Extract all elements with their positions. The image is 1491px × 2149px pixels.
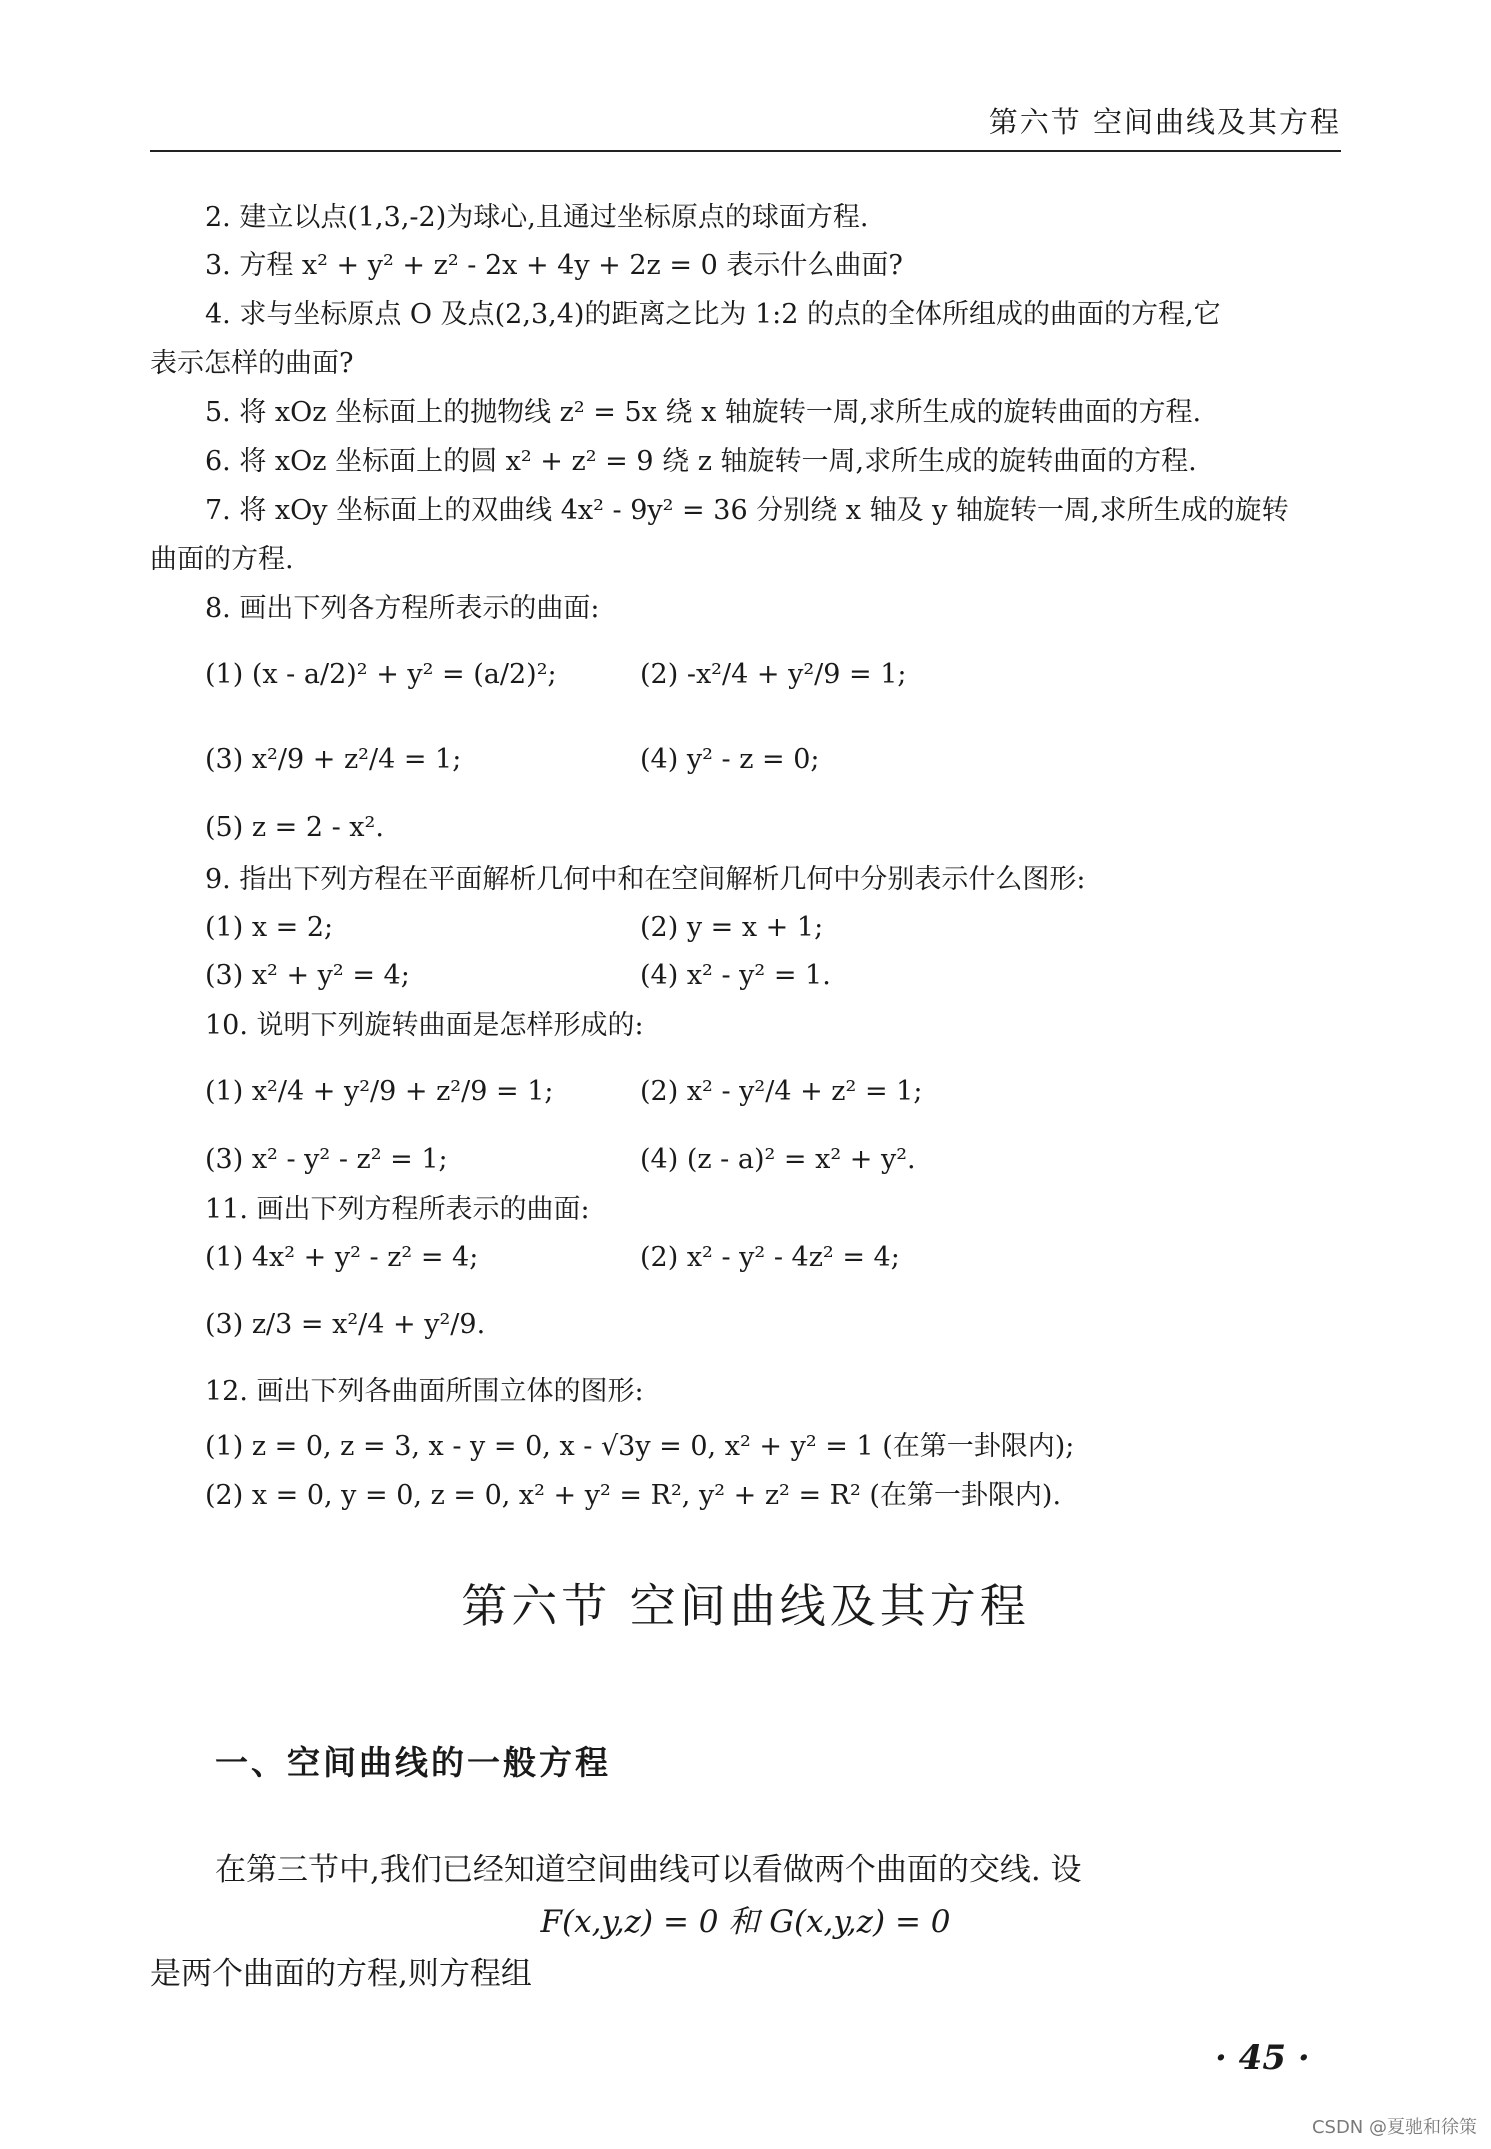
- exercise-10-item-4: (4) (z - a)² = x² + y².: [640, 1144, 916, 1175]
- exercise-10: 10. 说明下列旋转曲面是怎样形成的:: [205, 1010, 644, 1041]
- section-title: 第六节 空间曲线及其方程: [461, 1579, 1030, 1633]
- exercise-11-item-2: (2) x² - y² - 4z² = 4;: [640, 1242, 900, 1273]
- exercise-12-item-1: (1) z = 0, z = 3, x - y = 0, x - √3y = 0, x² + y² = 1 (在第一卦限内);: [205, 1431, 1075, 1462]
- exercise-10-item-2: (2) x² - y²/4 + z² = 1;: [640, 1076, 923, 1107]
- exercise-12-item-2: (2) x = 0, y = 0, z = 0, x² + y² = R², y² + z² = R² (在第一卦限内).: [205, 1480, 1062, 1511]
- exercise-2: 2. 建立以点(1,3,-2)为球心,且通过坐标原点的球面方程.: [205, 202, 869, 233]
- exercise-11: 11. 画出下列方程所表示的曲面:: [205, 1194, 590, 1225]
- watermark: CSDN @夏驰和徐策: [1311, 2117, 1477, 2138]
- subsection-heading: 一、空间曲线的一般方程: [215, 1743, 611, 1782]
- page-number: · 45 ·: [1215, 2038, 1310, 2078]
- exercise-7-line-2: 曲面的方程.: [150, 544, 294, 575]
- body-paragraph-2: 是两个曲面的方程,则方程组: [150, 1956, 532, 1992]
- equation-F-G: F(x,y,z) = 0 和 G(x,y,z) = 0: [540, 1904, 951, 1940]
- exercise-8: 8. 画出下列各方程所表示的曲面:: [205, 593, 600, 624]
- exercise-9-item-3: (3) x² + y² = 4;: [205, 960, 410, 991]
- exercise-8-item-4: (4) y² - z = 0;: [640, 744, 820, 775]
- exercise-4-line-1: 4. 求与坐标原点 O 及点(2,3,4)的距离之比为 1:2 的点的全体所组成的曲面的方程,它: [205, 299, 1221, 330]
- exercise-9-item-2: (2) y = x + 1;: [640, 912, 824, 943]
- exercise-6: 6. 将 xOz 坐标面上的圆 x² + z² = 9 绕 z 轴旋转一周,求所生成的旋转曲面的方程.: [205, 446, 1197, 477]
- exercise-12: 12. 画出下列各曲面所围立体的图形:: [205, 1376, 644, 1407]
- exercise-8-item-2: (2) -x²/4 + y²/9 = 1;: [640, 659, 907, 690]
- exercise-3: 3. 方程 x² + y² + z² - 2x + 4y + 2z = 0 表示什么曲面?: [205, 250, 903, 281]
- exercise-11-item-1: (1) 4x² + y² - z² = 4;: [205, 1242, 479, 1273]
- exercise-4-line-2: 表示怎样的曲面?: [150, 348, 354, 379]
- running-head: 第六节 空间曲线及其方程: [988, 105, 1341, 139]
- exercise-9-item-4: (4) x² - y² = 1.: [640, 960, 831, 991]
- exercise-8-item-5: (5) z = 2 - x².: [205, 812, 384, 843]
- exercise-10-item-1: (1) x²/4 + y²/9 + z²/9 = 1;: [205, 1076, 554, 1107]
- exercise-8-item-3: (3) x²/9 + z²/4 = 1;: [205, 744, 462, 775]
- exercise-8-item-1: (1) (x - a/2)² + y² = (a/2)²;: [205, 659, 557, 690]
- exercise-9: 9. 指出下列方程在平面解析几何中和在空间解析几何中分别表示什么图形:: [205, 864, 1086, 895]
- exercise-10-item-3: (3) x² - y² - z² = 1;: [205, 1144, 448, 1175]
- body-paragraph-1: 在第三节中,我们已经知道空间曲线可以看做两个曲面的交线. 设: [215, 1852, 1082, 1888]
- exercise-5: 5. 将 xOz 坐标面上的抛物线 z² = 5x 绕 x 轴旋转一周,求所生成的旋转曲面的方程.: [205, 397, 1202, 428]
- exercise-7-line-1: 7. 将 xOy 坐标面上的双曲线 4x² - 9y² = 36 分别绕 x 轴及 y 轴旋转一周,求所生成的旋转: [205, 495, 1289, 526]
- exercise-9-item-1: (1) x = 2;: [205, 912, 334, 943]
- header-rule: [150, 150, 1341, 152]
- exercise-11-item-3: (3) z/3 = x²/4 + y²/9.: [205, 1309, 486, 1340]
